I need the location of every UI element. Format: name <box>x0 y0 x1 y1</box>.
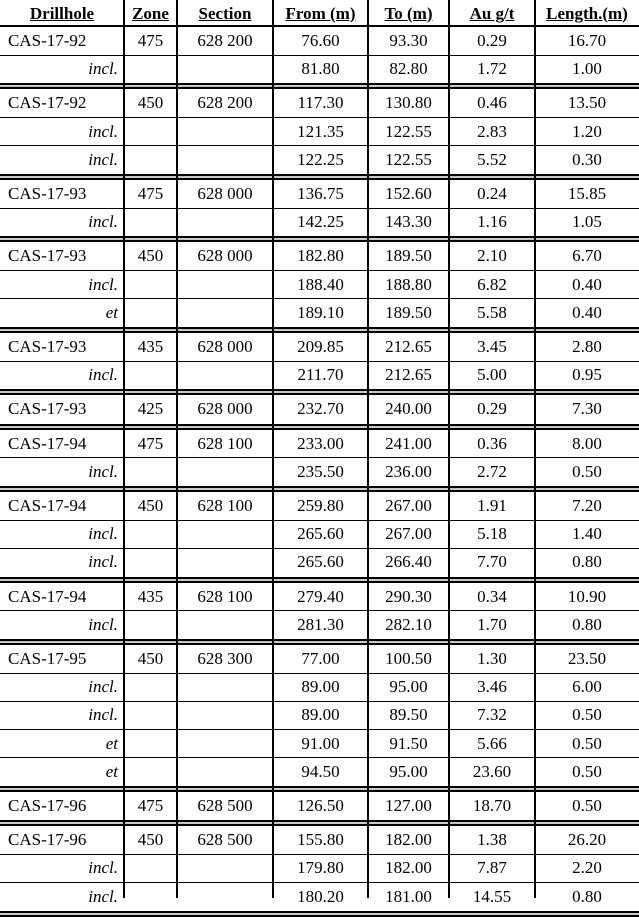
cell-section <box>177 520 273 548</box>
cell-zone <box>124 118 177 146</box>
cell-from: 81.80 <box>301 59 340 79</box>
cell-section <box>177 118 273 146</box>
cell-au: 5.18 <box>477 524 507 544</box>
cell-length: 0.80 <box>572 552 602 572</box>
cell-zone <box>124 146 177 174</box>
table-row <box>0 271 639 299</box>
cell-au: 0.46 <box>477 93 507 113</box>
table-row <box>0 854 639 882</box>
cell-section <box>177 299 273 327</box>
cell-from: 136.75 <box>297 184 344 204</box>
cell-zone: 425 <box>137 399 164 419</box>
header-label: Zone <box>132 3 169 23</box>
cell-drillhole: et <box>105 302 118 322</box>
cell-length: 0.50 <box>572 796 602 816</box>
cell-section: 628 200 <box>197 31 253 51</box>
cell-to: 181.00 <box>385 886 432 906</box>
cell-section: 628 100 <box>197 586 253 606</box>
cell-length: 0.80 <box>572 886 602 906</box>
cell-length: 1.05 <box>572 212 602 232</box>
cell-from: 189.10 <box>297 302 344 322</box>
cell-length: 8.00 <box>572 433 602 453</box>
cell-zone <box>124 854 177 882</box>
cell-section: 628 100 <box>197 433 253 453</box>
cell-from: 77.00 <box>301 649 340 669</box>
cell-au: 14.55 <box>472 886 512 906</box>
cell-section: 628 100 <box>197 496 253 516</box>
cell-au: 1.72 <box>477 59 507 79</box>
table-row <box>0 730 639 758</box>
cell-drillhole: CAS-17-96 <box>8 830 87 850</box>
cell-to: 82.80 <box>389 59 428 79</box>
cell-section <box>177 55 273 83</box>
header-label: Au g/t <box>469 3 515 23</box>
cell-from: 265.60 <box>297 552 344 572</box>
cell-from: 155.80 <box>297 830 344 850</box>
cell-to: 188.80 <box>385 274 432 294</box>
cell-from: 279.40 <box>297 586 344 606</box>
cell-au: 0.24 <box>477 184 507 204</box>
cell-to: 95.00 <box>389 761 428 781</box>
table-row <box>0 792 639 820</box>
cell-length: 16.70 <box>567 31 607 51</box>
cell-length: 1.20 <box>572 121 602 141</box>
cell-au: 5.66 <box>477 733 507 753</box>
cell-from: 232.70 <box>297 399 344 419</box>
cell-section: 628 500 <box>197 796 253 816</box>
cell-zone <box>124 208 177 236</box>
cell-au: 5.52 <box>477 149 507 169</box>
header-au <box>449 0 535 27</box>
cell-length: 23.50 <box>567 649 607 669</box>
cell-from: 188.40 <box>297 274 344 294</box>
header-label: To (m) <box>384 3 433 23</box>
table-row <box>0 333 639 361</box>
cell-to: 143.30 <box>385 212 432 232</box>
cell-zone: 475 <box>137 31 164 51</box>
column-rule <box>534 0 536 898</box>
cell-au: 7.70 <box>477 552 507 572</box>
cell-zone: 435 <box>137 337 164 357</box>
cell-au: 2.10 <box>477 246 507 266</box>
cell-from: 121.35 <box>297 121 344 141</box>
cell-drillhole: CAS-17-92 <box>8 31 87 51</box>
table-row <box>0 208 639 236</box>
cell-length: 7.30 <box>572 399 602 419</box>
cell-from: 91.00 <box>301 733 340 753</box>
cell-section <box>177 146 273 174</box>
header-label: From (m) <box>285 3 356 23</box>
cell-drillhole: CAS-17-95 <box>8 649 87 669</box>
cell-au: 2.83 <box>477 121 507 141</box>
table-row <box>0 299 639 327</box>
cell-au: 7.87 <box>477 858 507 878</box>
table-row <box>0 458 639 486</box>
cell-section <box>177 611 273 639</box>
table-row <box>0 548 639 576</box>
cell-zone: 435 <box>137 586 164 606</box>
cell-to: 182.00 <box>385 830 432 850</box>
table-row <box>0 673 639 701</box>
cell-drillhole: incl. <box>88 274 118 294</box>
cell-section <box>177 548 273 576</box>
cell-au: 1.70 <box>477 614 507 634</box>
cell-au: 3.46 <box>477 677 507 697</box>
cell-drillhole: incl. <box>88 59 118 79</box>
cell-length: 0.50 <box>572 461 602 481</box>
cell-length: 0.30 <box>572 149 602 169</box>
cell-drillhole: incl. <box>88 858 118 878</box>
cell-au: 0.29 <box>477 31 507 51</box>
cell-drillhole: incl. <box>88 677 118 697</box>
cell-to: 93.30 <box>389 31 428 51</box>
cell-from: 94.50 <box>301 761 340 781</box>
cell-from: 259.80 <box>297 496 344 516</box>
cell-zone <box>124 758 177 786</box>
table-row <box>0 883 639 911</box>
cell-au: 0.36 <box>477 433 507 453</box>
cell-to: 241.00 <box>385 433 432 453</box>
header-row <box>0 0 639 27</box>
header-length <box>535 0 639 27</box>
cell-length: 2.80 <box>572 337 602 357</box>
cell-length: 7.20 <box>572 496 602 516</box>
cell-from: 265.60 <box>297 524 344 544</box>
cell-au: 1.16 <box>477 212 507 232</box>
cell-zone: 475 <box>137 433 164 453</box>
cell-drillhole: incl. <box>88 552 118 572</box>
cell-from: 209.85 <box>297 337 344 357</box>
cell-to: 152.60 <box>385 184 432 204</box>
cell-au: 2.72 <box>477 461 507 481</box>
table-row <box>0 361 639 389</box>
cell-to: 127.00 <box>385 796 432 816</box>
column-rule <box>176 0 178 898</box>
cell-drillhole: incl. <box>88 461 118 481</box>
cell-drillhole: incl. <box>88 705 118 725</box>
cell-length: 10.90 <box>567 586 607 606</box>
cell-zone: 475 <box>137 184 164 204</box>
cell-from: 89.00 <box>301 677 340 697</box>
cell-from: 281.30 <box>297 614 344 634</box>
cell-zone <box>124 458 177 486</box>
cell-length: 1.40 <box>572 524 602 544</box>
table-row <box>0 520 639 548</box>
cell-au: 0.29 <box>477 399 507 419</box>
cell-zone: 450 <box>137 246 164 266</box>
cell-drillhole: incl. <box>88 121 118 141</box>
cell-drillhole: incl. <box>88 524 118 544</box>
cell-from: 182.80 <box>297 246 344 266</box>
cell-drillhole: incl. <box>88 149 118 169</box>
group-rule-bottom <box>0 915 639 917</box>
cell-from: 117.30 <box>297 93 344 113</box>
cell-from: 89.00 <box>301 705 340 725</box>
cell-au: 7.32 <box>477 705 507 725</box>
cell-length: 1.00 <box>572 59 602 79</box>
table-row <box>0 55 639 83</box>
cell-length: 13.50 <box>567 93 607 113</box>
header-zone <box>124 0 177 27</box>
cell-drillhole: CAS-17-92 <box>8 93 87 113</box>
cell-from: 126.50 <box>297 796 344 816</box>
cell-drillhole: CAS-17-93 <box>8 399 87 419</box>
cell-to: 100.50 <box>385 649 432 669</box>
cell-to: 130.80 <box>385 93 432 113</box>
cell-zone: 450 <box>137 93 164 113</box>
cell-to: 267.00 <box>385 524 432 544</box>
cell-section: 628 200 <box>197 93 253 113</box>
cell-section <box>177 883 273 911</box>
header-label: Drillhole <box>29 3 95 23</box>
cell-drillhole: CAS-17-94 <box>8 433 87 453</box>
cell-zone: 450 <box>137 649 164 669</box>
cell-zone <box>124 883 177 911</box>
cell-from: 235.50 <box>297 461 344 481</box>
cell-from: 76.60 <box>301 31 340 51</box>
cell-zone <box>124 520 177 548</box>
cell-to: 91.50 <box>389 733 428 753</box>
cell-au: 1.38 <box>477 830 507 850</box>
cell-to: 282.10 <box>385 614 432 634</box>
cell-to: 212.65 <box>385 337 432 357</box>
cell-section <box>177 361 273 389</box>
cell-section: 628 300 <box>197 649 253 669</box>
cell-section: 628 000 <box>197 399 253 419</box>
cell-drillhole: CAS-17-94 <box>8 496 87 516</box>
header-label: Section <box>198 3 252 23</box>
cell-to: 266.40 <box>385 552 432 572</box>
cell-to: 212.65 <box>385 365 432 385</box>
cell-to: 290.30 <box>385 586 432 606</box>
cell-length: 2.20 <box>572 858 602 878</box>
cell-to: 122.55 <box>385 149 432 169</box>
table-row <box>0 395 639 423</box>
cell-from: 180.20 <box>297 886 344 906</box>
cell-au: 5.58 <box>477 302 507 322</box>
cell-from: 179.80 <box>297 858 344 878</box>
cell-section: 628 500 <box>197 830 253 850</box>
table-row <box>0 583 639 611</box>
cell-zone <box>124 730 177 758</box>
column-rule <box>367 0 369 898</box>
cell-au: 23.60 <box>472 761 512 781</box>
cell-section: 628 000 <box>197 184 253 204</box>
cell-length: 0.50 <box>572 733 602 753</box>
cell-from: 233.00 <box>297 433 344 453</box>
cell-drillhole: CAS-17-94 <box>8 586 87 606</box>
cell-drillhole: CAS-17-93 <box>8 184 87 204</box>
cell-to: 95.00 <box>389 677 428 697</box>
cell-to: 122.55 <box>385 121 432 141</box>
table-row <box>0 180 639 208</box>
table-row <box>0 701 639 729</box>
cell-drillhole: CAS-17-93 <box>8 337 87 357</box>
cell-zone: 450 <box>137 830 164 850</box>
header-drillhole <box>0 0 124 27</box>
cell-to: 189.50 <box>385 246 432 266</box>
table-row <box>0 826 639 854</box>
cell-au: 1.91 <box>477 496 507 516</box>
cell-zone <box>124 299 177 327</box>
cell-section <box>177 458 273 486</box>
cell-zone <box>124 611 177 639</box>
cell-length: 15.85 <box>567 184 607 204</box>
header-section <box>177 0 273 27</box>
cell-from: 211.70 <box>297 365 344 385</box>
cell-drillhole: et <box>105 733 118 753</box>
cell-length: 6.70 <box>572 246 602 266</box>
cell-section <box>177 271 273 299</box>
cell-au: 0.34 <box>477 586 507 606</box>
cell-drillhole: CAS-17-96 <box>8 796 87 816</box>
cell-zone <box>124 673 177 701</box>
table-row <box>0 146 639 174</box>
table-row <box>0 27 639 55</box>
cell-length: 0.95 <box>572 365 602 385</box>
cell-zone <box>124 548 177 576</box>
cell-section <box>177 730 273 758</box>
cell-au: 3.45 <box>477 337 507 357</box>
cell-length: 0.40 <box>572 302 602 322</box>
table-row <box>0 118 639 146</box>
cell-section <box>177 701 273 729</box>
header-from <box>273 0 368 27</box>
header-to <box>368 0 449 27</box>
table-row <box>0 89 639 117</box>
table-row <box>0 758 639 786</box>
cell-drillhole: incl. <box>88 365 118 385</box>
cell-to: 236.00 <box>385 461 432 481</box>
cell-section <box>177 673 273 701</box>
cell-section <box>177 208 273 236</box>
cell-au: 18.70 <box>472 796 512 816</box>
column-rule <box>272 0 274 898</box>
cell-zone <box>124 701 177 729</box>
cell-zone: 450 <box>137 496 164 516</box>
cell-drillhole: et <box>105 761 118 781</box>
header-label: Length.(m) <box>546 3 628 23</box>
cell-length: 0.50 <box>572 761 602 781</box>
cell-au: 6.82 <box>477 274 507 294</box>
table-row <box>0 430 639 458</box>
cell-drillhole: incl. <box>88 886 118 906</box>
table-row <box>0 492 639 520</box>
cell-drillhole: CAS-17-93 <box>8 246 87 266</box>
cell-length: 6.00 <box>572 677 602 697</box>
table-row <box>0 611 639 639</box>
cell-to: 182.00 <box>385 858 432 878</box>
cell-section: 628 000 <box>197 246 253 266</box>
table-row <box>0 242 639 270</box>
cell-au: 5.00 <box>477 365 507 385</box>
cell-length: 0.50 <box>572 705 602 725</box>
column-rule <box>448 0 450 898</box>
cell-drillhole: incl. <box>88 614 118 634</box>
cell-au: 1.30 <box>477 649 507 669</box>
cell-from: 142.25 <box>297 212 344 232</box>
cell-section <box>177 854 273 882</box>
table-row <box>0 645 639 673</box>
cell-to: 189.50 <box>385 302 432 322</box>
cell-to: 267.00 <box>385 496 432 516</box>
column-rule <box>123 0 125 898</box>
cell-zone <box>124 55 177 83</box>
cell-to: 240.00 <box>385 399 432 419</box>
cell-zone <box>124 361 177 389</box>
cell-zone: 475 <box>137 796 164 816</box>
cell-section: 628 000 <box>197 337 253 357</box>
cell-drillhole: incl. <box>88 212 118 232</box>
cell-zone <box>124 271 177 299</box>
cell-section <box>177 758 273 786</box>
cell-length: 26.20 <box>567 830 607 850</box>
cell-length: 0.80 <box>572 614 602 634</box>
cell-from: 122.25 <box>297 149 344 169</box>
cell-to: 89.50 <box>389 705 428 725</box>
cell-length: 0.40 <box>572 274 602 294</box>
